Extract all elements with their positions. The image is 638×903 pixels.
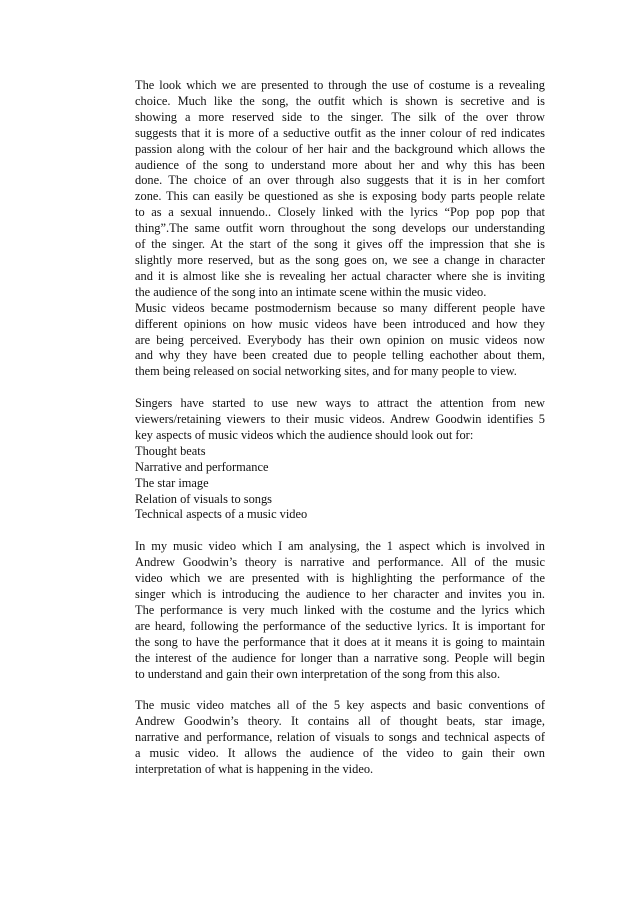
text-line: a music video. It allows the audience of the video to gain their own bbox=[135, 746, 545, 761]
text-line: of the singer. At the start of the song it gives off the impression that she is bbox=[135, 237, 545, 252]
text-line: audience of the song to understand more about her and why this has been bbox=[135, 157, 545, 172]
text-line: key aspects of music videos which the audience should look out for: bbox=[135, 427, 474, 442]
paragraph-costume bbox=[135, 78, 545, 380]
text-line: thing”.The same outfit worn throughout the song develops our understanding bbox=[135, 221, 545, 236]
text-line: Andrew Goodwin’s theory is narrative and performance. All of the music bbox=[135, 555, 545, 570]
text-line: suggests that it is more of a seductive outfit as the inner colour of red indicates bbox=[135, 125, 545, 140]
document-page bbox=[135, 78, 545, 778]
text-line: singer which is introducing the audience to her character and invites you in. bbox=[135, 586, 545, 601]
list-item: Relation of visuals to songs bbox=[135, 491, 272, 506]
text-line: The music video matches all of the 5 key aspects and basic conventions of bbox=[135, 698, 545, 713]
text-line: interpretation of what is happening in the video. bbox=[135, 761, 374, 776]
text-line: and it is almost like she is revealing her actual character where she is inviting bbox=[135, 268, 545, 283]
list-item: Thought beats bbox=[135, 443, 206, 458]
paragraph-conclusion bbox=[135, 698, 545, 778]
text-line: zone. This can easily be questioned as she is exposing body parts people relate bbox=[135, 189, 545, 204]
text-line: different opinions on how music videos have been introduced and how they bbox=[135, 316, 545, 331]
text-line: choice. Much like the song, the outfit which is shown is secretive and is bbox=[135, 93, 545, 108]
paragraph-gap bbox=[135, 523, 545, 539]
text-line: to understand and gain their own interpretation of the song from this also. bbox=[135, 666, 501, 681]
text-line: video which we are presented with is highlighting the performance of the bbox=[135, 571, 545, 586]
text-line: Andrew Goodwin’s theory. It contains all of thought beats, star image, bbox=[135, 714, 545, 729]
text-line: passion along with the colour of her hair and the background which allows the bbox=[135, 141, 545, 156]
text-line: slightly more reserved, but as the song goes on, we see a change in character bbox=[135, 252, 545, 267]
text-line: are heard, following the performance of the seductive lyrics. It is important for bbox=[135, 618, 545, 633]
text-line: the interest of the audience for longer than a narrative song. People will begin bbox=[135, 650, 545, 665]
text-line: viewers/retaining viewers to their music videos. Andrew Goodwin identifies 5 bbox=[135, 412, 545, 427]
paragraph-goodwin-intro bbox=[135, 396, 545, 444]
text-line: the audience of the song into an intimate scene within the music video. bbox=[135, 284, 487, 299]
aspects-list bbox=[135, 444, 545, 524]
list-item: The star image bbox=[135, 475, 209, 490]
text-line: done. The choice of an over through also suggests that it is in her comfort bbox=[135, 173, 545, 188]
text-line: Music videos became postmodernism because so many different people have bbox=[135, 300, 545, 315]
text-line: them being released on social networking sites, and for many people to view. bbox=[135, 364, 517, 379]
text-line: Singers have started to use new ways to attract the attention from new bbox=[135, 396, 545, 411]
paragraph-analysis bbox=[135, 539, 545, 682]
text-line: In my music video which I am analysing, the 1 aspect which is involved in bbox=[135, 539, 545, 554]
text-line: to as a sexual innuendo.. Closely linked with the lyrics “Pop pop pop that bbox=[135, 205, 545, 220]
text-line: showing a more reserved side to the singer. The silk of the over throw bbox=[135, 109, 545, 124]
text-line: are being perceived. Everybody has their own opinion on music videos now bbox=[135, 332, 545, 347]
text-line: The performance is very much linked with the costume and the lyrics which bbox=[135, 602, 545, 617]
list-item: Technical aspects of a music video bbox=[135, 507, 308, 522]
paragraph-gap bbox=[135, 682, 545, 698]
text-line: narrative and performance, relation of visuals to songs and technical aspects of bbox=[135, 730, 545, 745]
text-line: the song to have the performance that it does at it means it is going to maintain bbox=[135, 634, 545, 649]
paragraph-gap bbox=[135, 380, 545, 396]
text-line: The look which we are presented to through the use of costume is a revealing bbox=[135, 78, 545, 92]
list-item: Narrative and performance bbox=[135, 459, 269, 474]
text-line: and why they have been created due to people telling eachother about them, bbox=[135, 348, 545, 363]
